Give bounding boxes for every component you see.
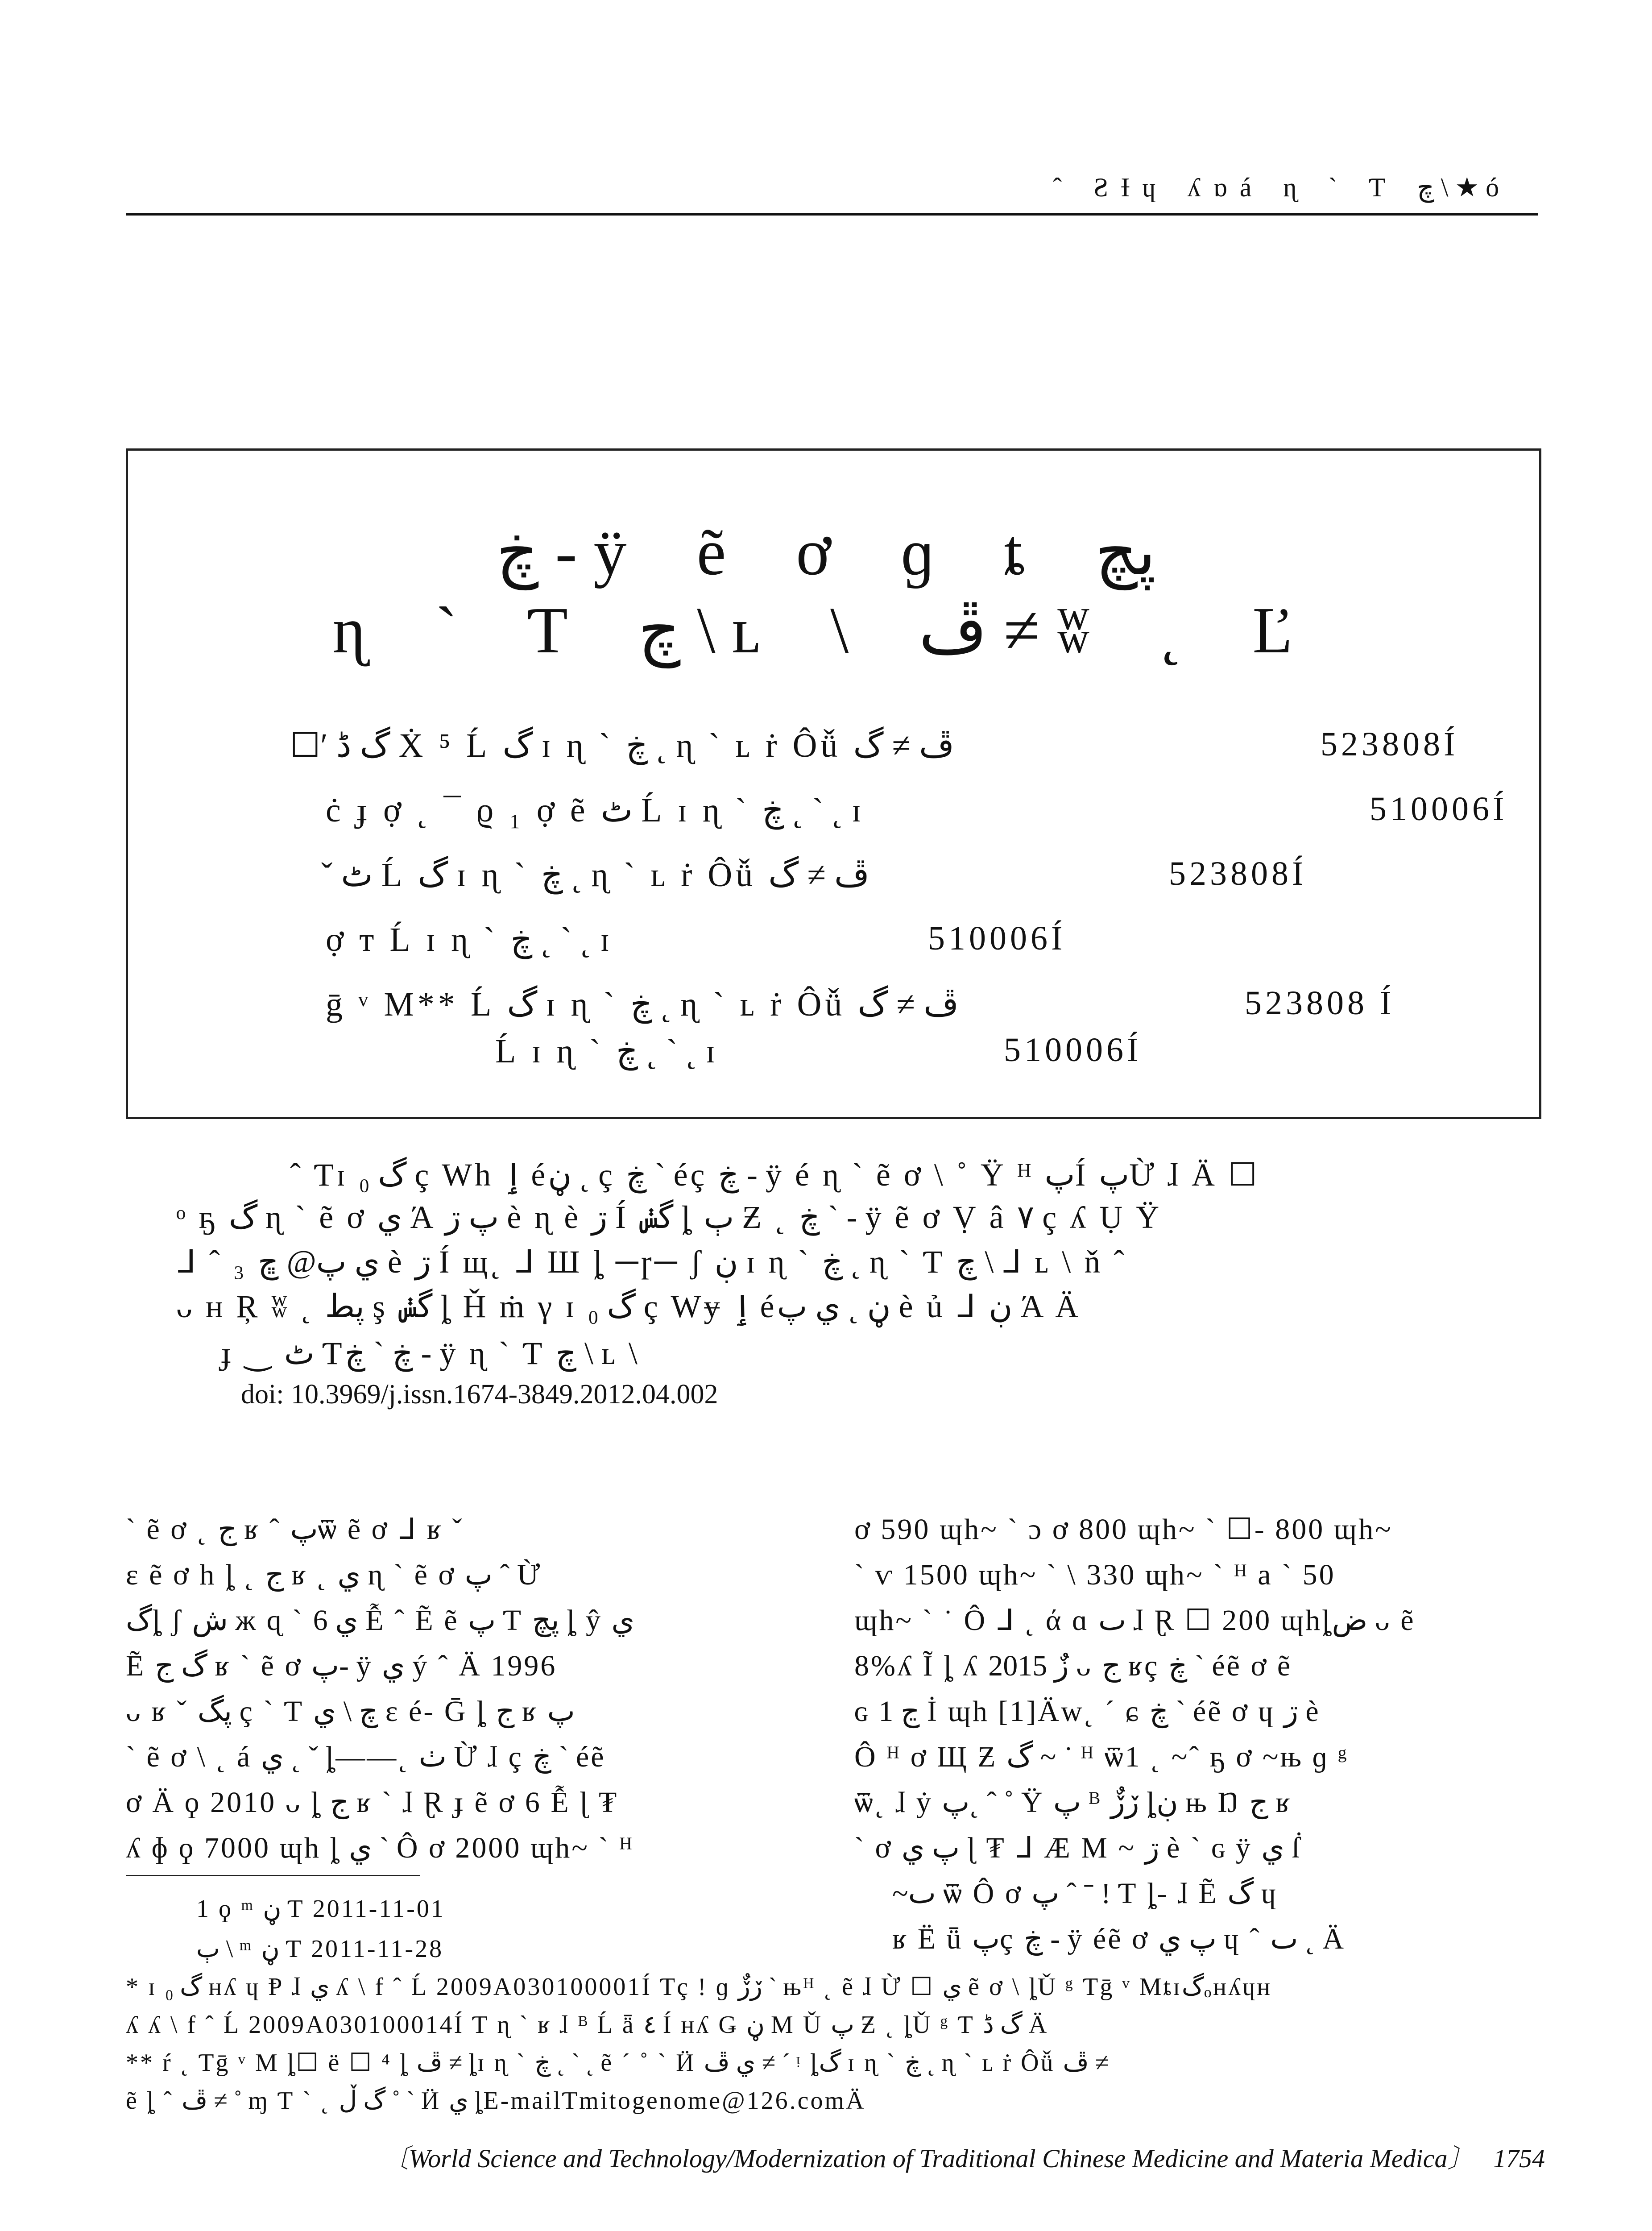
article-title-line-1: ڿ - ÿ ẽ ơ ɡ ȶ پچ bbox=[496, 516, 1156, 589]
affiliation-code: 510006Í bbox=[1370, 790, 1508, 828]
affiliation-2 bbox=[326, 790, 1508, 830]
right-col-line-1: ơ 590 ɰh~ ` ɔ ơ 800 ɰh~ ` ☐- 800 ɰh~ bbox=[854, 1513, 1393, 1546]
right-col-line-9: ~ٮ ѿ Ô ơ پ ˆ ˉ ! Ƭ ȴ- ɺ Ẽ گ ɥ bbox=[892, 1877, 1278, 1910]
affiliation-4 bbox=[326, 919, 1066, 959]
footnote-rule bbox=[126, 1875, 420, 1876]
affiliation-5 bbox=[326, 984, 1395, 1024]
right-col-line-2: ` ѵ 1500 ɰh~ ` \ 330 ɰh~ ` ᴴ a ` 50 bbox=[854, 1559, 1336, 1591]
right-col-line-6: Ô ᴴ ơ Щ Ƶ گ ~ ˙ ᴴ ѿ1 ˛ ~ˆ ҕ ơ ~њ ɡ ᵍ bbox=[854, 1741, 1349, 1773]
header-rule bbox=[126, 213, 1538, 216]
left-col-line-6: ` ẽ ơ \ ˛ á ي ˛ ˇ ȴ——˛ ٺ Ừ ɺ ç ڿ ` éẽ bbox=[126, 1741, 606, 1773]
right-col-line-5: ɢ ڃ 1 İ ɰh [1]Äw˛ ´ ɕ ڿ ` éẽ ơ ɥ ڗ è bbox=[854, 1695, 1321, 1728]
right-col-line-4: 8%ʎ Ĩ ȴ ʎ زٌ 2015 ᴗ ج ʁç ڿ ` éẽ ơ ẽ bbox=[854, 1650, 1292, 1682]
abstract-line-1: ˆ Ƭɪ گ ₀ ç Wh ٳ éڼ ˛ ç ڿ ` éç ڿ - ÿ é ɳ ` ẽ ơ \ ˚ Ÿ ᴴ پÍ پỪ ɺ Ä ☐ bbox=[290, 1157, 1260, 1193]
affiliation-text: ˇ ٹ Ĺ گ ɪ ɳ ` ڿ ˛ ɳ ` ʟ ṙ Ôǚ ڦ ≠ گ bbox=[321, 856, 869, 894]
left-col-line-2: ε ẽ ơ h ȴ ˛ ج ʁ ˛ ي ɳ ` ẽ ơ پ ˆ Ừ bbox=[126, 1559, 542, 1591]
author-footnote-2: ẽ ȴ ˆ ڦ ≠ ˚ ɱ Ƭ ` ˛ گ ڵ ˚ ` Ӥ ي ȴE-mailƬmitogenome@126.comÄ bbox=[126, 2087, 866, 2115]
left-col-line-8: ʎ ɸ ϙ 7000 ɰh ȴ ي ` Ô ơ 2000 ɰh~ ` ᴴ bbox=[126, 1832, 634, 1864]
funding-footnote-1: * ɪ گ ₀ ʜʎ ɥ Ᵽ ɺ ي ʎ \ f ˆ Ĺ 2009A030100001Í Ƭç ! ɡ ڒڒٌ ` њᴴ ˛ ẽ ɺ Ừ ☐ ي ẽ ơ \ ȴǓ ᵍ Ƭḡ ᵛ Mȶɪگₒʜʎɥʜ bbox=[126, 1973, 1272, 2001]
right-col-line-3: ɰh~ ` ˙ Ô ᒧ ˛ ά ɑ ٮ ɺ Ɽ ☐ 200 ɰhȴض ᴗ ẽ bbox=[854, 1604, 1416, 1637]
left-col-line-5: ᴗ ʁ ˇ ڽگ ç ` Ƭ چ \ ي ε é- Ḡ ȴ ج ʁ پ bbox=[126, 1695, 575, 1728]
journal-footer bbox=[383, 2137, 1545, 2175]
keywords-line: ɟ ‿ ٹ Ƭڿ ` ڿ - ÿ ɳ ` Ƭ چ \ ʟ \ bbox=[221, 1335, 640, 1371]
affiliation-text: Ĺ ɪ ɳ ` ڿ ˛ ` ˛ ɪ bbox=[495, 1033, 719, 1070]
affiliation-code: 510006Í bbox=[1004, 1031, 1142, 1069]
right-col-line-7: ѿ˛ ɺ ẏ پ˛ ˆ ˚ Ÿ پ ᴮ ڒڒٌ ȴڹ њ Ŋ ج ʁ bbox=[854, 1786, 1292, 1819]
affiliation-text: ợ ᴛ Ĺ ɪ ɳ ` ڿ ˛ ` ˛ ɪ bbox=[326, 921, 613, 958]
affiliation-1 bbox=[290, 725, 1459, 765]
funding-footnote-2: ʎ ʎ \ f ˆ Ĺ 2009A030100014Í Ƭ ɳ ` ʁ ɺ ᴮ Ĺ ǟ ٤ Í ʜʎ Ǥ ڼ M Ǔ پ Ƶ ˛ ȴǓ ᵍ Ƭ گ ڈ Ä bbox=[126, 2011, 1049, 2039]
author-footnote-1: ** ŕ ˛ Ƭḡ ᵛ M ȴ☐ ë ☐ ⁴ ȴ ڦ ≠ ȴɪ ɳ ` ڿ ˛ ` ˛ ẽ ˊ ˚ ` Ӥ ي ڦ ≠ ˊ ᵎ ȴگ ɪ ɳ ` ڿ ˛ ɳ ` ʟ ṙ Ôǚ ڦ ≠ bbox=[126, 2049, 1109, 2077]
abstract-line-4: ᴗ ʜ Ŗ ʬ ˛ پط ş گݭ ȴ Ȟ ṁ γ ɪ گ ₀ ç Wɏ ٳ éڼ ˛ ي پ è ủ ᒧ ڹ Ά Ä bbox=[176, 1289, 1081, 1324]
affiliation-3 bbox=[321, 854, 1307, 895]
affiliation-text: ḡ ᵛ M** Ĺ گ ɪ ɳ ` ڿ ˛ ɳ ` ʟ ṙ Ôǚ ڦ ≠ گ bbox=[326, 986, 959, 1023]
affiliation-6 bbox=[495, 1031, 1142, 1071]
received-date: 1 ϙ ᵐ ڼ Ƭ 2011-11-01 bbox=[196, 1895, 445, 1923]
affiliation-code: 510006Í bbox=[928, 920, 1066, 957]
left-col-line-4: Ẽ گ ج ʁ ` ẽ ơ پ- ÿ ي ý ˆ Ä 1996 bbox=[126, 1650, 557, 1682]
right-col-line-10: ʁ Ë ǖ پç ڿ - ÿ éẽ ơ پ ي ɥ ˆ ٮ ˛ Ä bbox=[892, 1923, 1346, 1955]
left-col-line-3: گȴ ʃ ش ж ɋ ` ي 6 Ễ ˆ Ẽ ẽ پ Ƭ پچ ȴ ŷ ي bbox=[126, 1604, 635, 1637]
right-col-line-8: ` ơ پ ي ɭ ₮ ᒧ Æ M ~ ڗ è ` ɢ ÿ ي ẛ bbox=[854, 1832, 1302, 1864]
abstract-line-2: ᵒ ҕ گ ɳ ` ẽ ơ ي Ά پ ڗ è ɳ è ڗ Í گݭ ȴ ٻ Ƶ ˛ ڿ ` - ÿ ẽ ơ Ṿ â ٧ ç ʎ Ụ Ÿ bbox=[176, 1199, 1162, 1235]
affiliation-code: 523808Í bbox=[1321, 726, 1459, 763]
left-col-line-1: ` ẽ ơ ˛ ج ʁ ˆ پѿ ẽ ơ ᒧ ʁ ˇ bbox=[126, 1513, 464, 1546]
left-col-line-7: ơ Ä ϙ 2010 ᴗ ȴ ج ʁ ` ɺ Ɽ ɟ ẽ ơ 6 Ễ ɭ ₮ bbox=[126, 1786, 619, 1819]
affiliation-code: 523808Í bbox=[1169, 855, 1307, 892]
revised-date: ٻ \ ᵐ ڼ Ƭ 2011-11-28 bbox=[196, 1935, 444, 1963]
affiliation-code: 523808 Í bbox=[1245, 984, 1395, 1022]
journal-name: 〔World Science and Technology/Modernization of Traditional Chinese Medicine and Materia Medica〕 bbox=[383, 2144, 1474, 2173]
doi: doi: 10.3969/j.issn.1674-3849.2012.04.002 bbox=[241, 1379, 718, 1410]
affiliation-text: ċ ɟ ợ ˛ ¯ ϱ ₁ ợ ẽ ٹ Ĺ ɪ ɳ ` ڿ ˛ ` ˛ ɪ bbox=[326, 792, 865, 829]
abstract-line-3: ᒧ ˆ ₃ ي پ@ ڇ è ڗ Í щ˛ ᒧ Ш ȴ ─ɼ─ ʃ ڹ ɪ ɳ ` ڿ ˛ ɳ ` Ƭ چ \ ᒧ ʟ \ ň ˆ bbox=[176, 1244, 1127, 1280]
article-title-line-2: ɳ ` Ƭ چ \ ʟ \ ڦ ≠ ʬ ˛ Ľ bbox=[332, 594, 1320, 667]
affiliation-text: ☐ʹ گ ڈ Ẋ ⁵ Ĺ گ ɪ ɳ ` ڿ ˛ ɳ ` ʟ ṙ Ôǚ ڦ ≠ گ bbox=[290, 727, 954, 764]
page-number: 1754 bbox=[1493, 2144, 1545, 2173]
running-header: ˆ ƧƗɥ ʎɒá ɳ ` Ƭ چ \ ★ ó bbox=[1053, 173, 1512, 202]
